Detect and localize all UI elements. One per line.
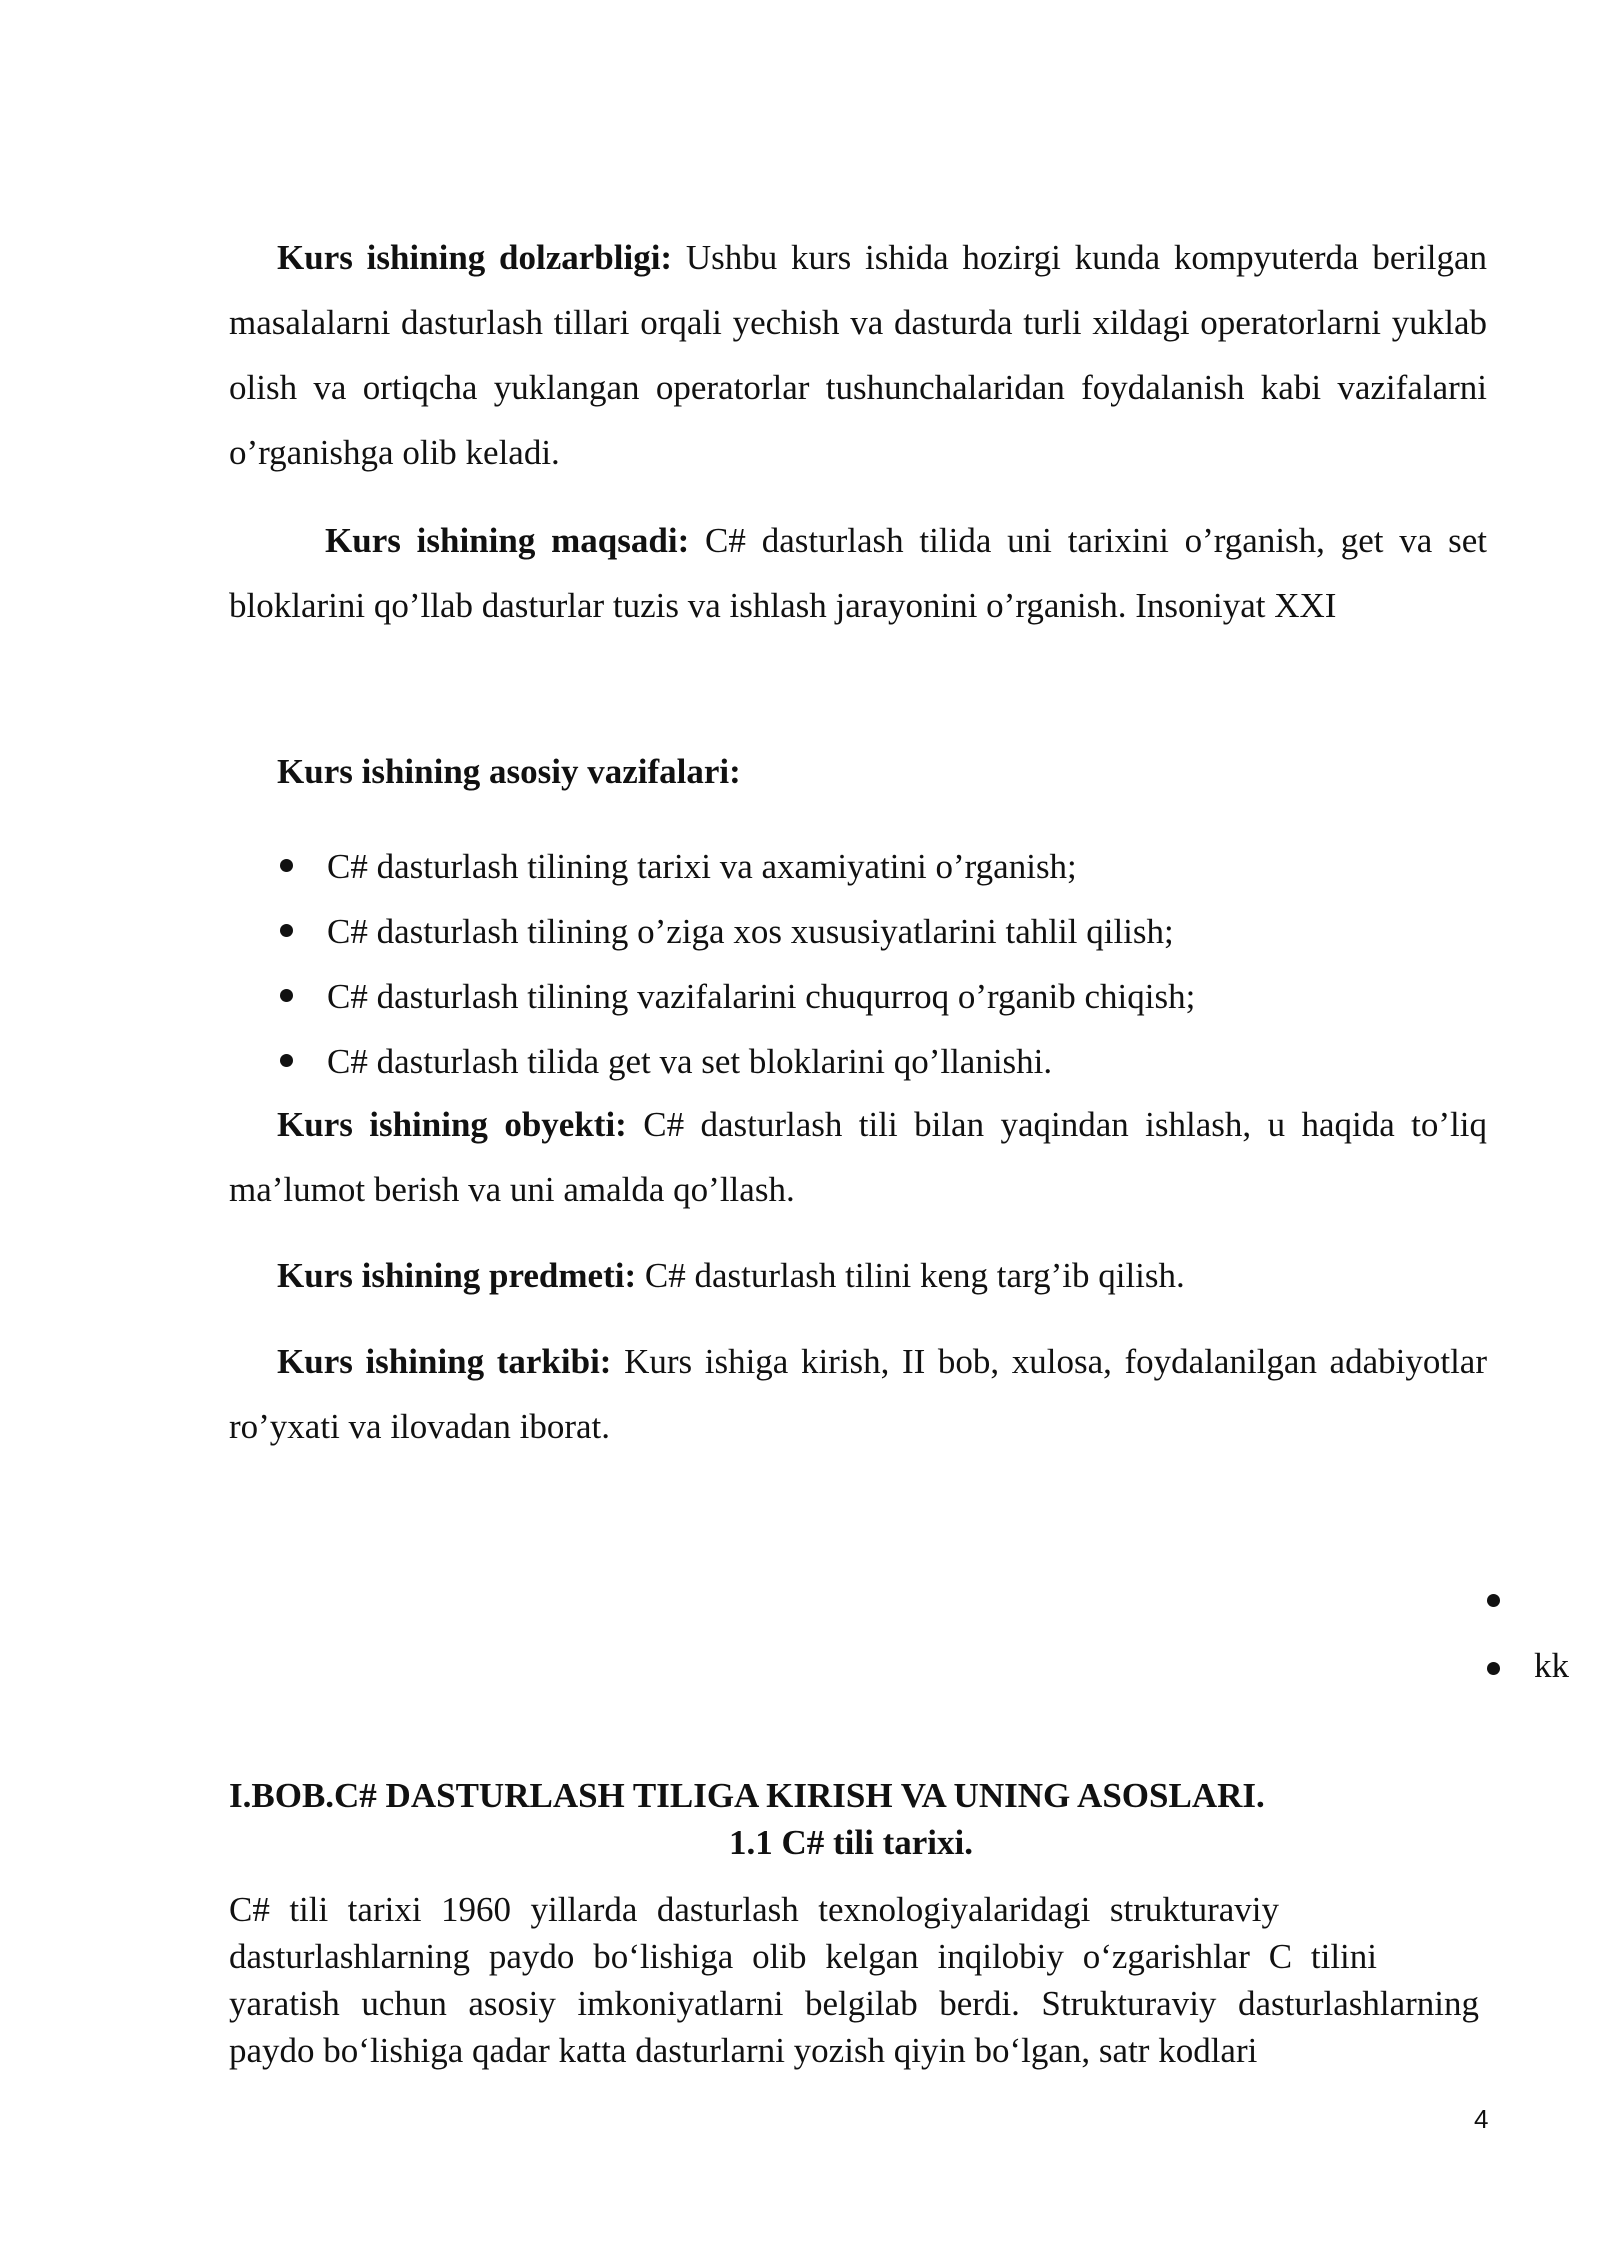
history-line: paydo bo‘lishiga qadar katta dasturlarni yozish qiyin bo‘lgan, satr kodlari xyxy=(229,2031,1258,2070)
section-title: 1.1 C# tili tarixi. xyxy=(729,1823,973,1862)
goal-text: C# dasturlash tilida uni tarixini o’rganish, get va set bloklarini qo’llab dasturlar tuzis va ishlash jarayonini o’rganish. Insoniyat XXI xyxy=(229,521,1488,625)
list-item: C# dasturlash tilining o’ziga xos xususiyatlarini tahlil qilish; xyxy=(229,899,1429,964)
subject-paragraph xyxy=(229,1243,1487,1308)
history-line: dasturlashlarning paydo bo‘lishiga olib kelgan inqilobiy o‘zgarishlar C tilini xyxy=(229,1937,1377,1976)
structure-label: Kurs ishining tarkibi: xyxy=(277,1342,612,1381)
bullet-icon xyxy=(280,1054,293,1067)
tasks-label: Kurs ishining asosiy vazifalari: xyxy=(277,752,741,791)
subject-text: C# dasturlash tilini keng targ’ib qilish. xyxy=(636,1256,1185,1295)
page-number: 4 xyxy=(1474,2104,1489,2134)
bullet-icon xyxy=(280,859,293,872)
object-paragraph xyxy=(229,1092,1487,1222)
structure-text: Kurs ishiga kirish, II bob, xulosa, foydalanilgan adabiyotlar ro’yxati va ilovadan iborat. xyxy=(229,1342,1487,1446)
object-text: C# dasturlash tili bilan yaqindan ishlash, u haqida to’liq ma’lumot berish va uni amalda qo’llash. xyxy=(229,1105,1487,1209)
relevance-label: Kurs ishining dolzarbligi: xyxy=(277,238,673,277)
bullet-icon xyxy=(1487,1594,1500,1607)
history-line: C# tili tarixi 1960 yillarda dasturlash texnologiyalaridagi strukturaviy xyxy=(229,1890,1279,1929)
object-label: Kurs ishining obyekti: xyxy=(277,1105,627,1144)
structure-paragraph xyxy=(229,1329,1487,1459)
bullet-icon xyxy=(1487,1662,1500,1675)
chapter-title: I.BOB.C# DASTURLASH TILIGA KIRISH VA UNING ASOSLARI. xyxy=(229,1776,1265,1815)
goal-paragraph xyxy=(229,508,1487,638)
history-line: yaratish uchun asosiy imkoniyatlarni belgilab berdi. Strukturaviy dasturlashlarning xyxy=(229,1984,1479,2023)
list-item: C# dasturlash tilining tarixi va axamiyatini o’rganish; xyxy=(229,834,1429,899)
list-item: C# dasturlash tilining vazifalarini chuqurroq o’rganib chiqish; xyxy=(229,964,1429,1029)
bullet-icon xyxy=(280,924,293,937)
subject-label: Kurs ishining predmeti: xyxy=(277,1256,637,1295)
goal-label: Kurs ishining maqsadi: xyxy=(325,521,690,560)
relevance-paragraph xyxy=(229,225,1487,485)
bullet-icon xyxy=(280,989,293,1002)
relevance-text: Ushbu kurs ishida hozirgi kunda kompyuterda berilgan masalalarni dasturlash tillari orqali yechish va dasturda turli xildagi operatorlarni yuklab olish va ortiqcha yuklangan operatorlar tushunchalaridan foydalanish kabi vazifalarni o’rganishga olib keladi. xyxy=(229,238,1487,472)
tasks-heading xyxy=(277,752,1535,792)
list-item: C# dasturlash tilida get va set bloklarini qo’llanishi. xyxy=(229,1029,1429,1094)
